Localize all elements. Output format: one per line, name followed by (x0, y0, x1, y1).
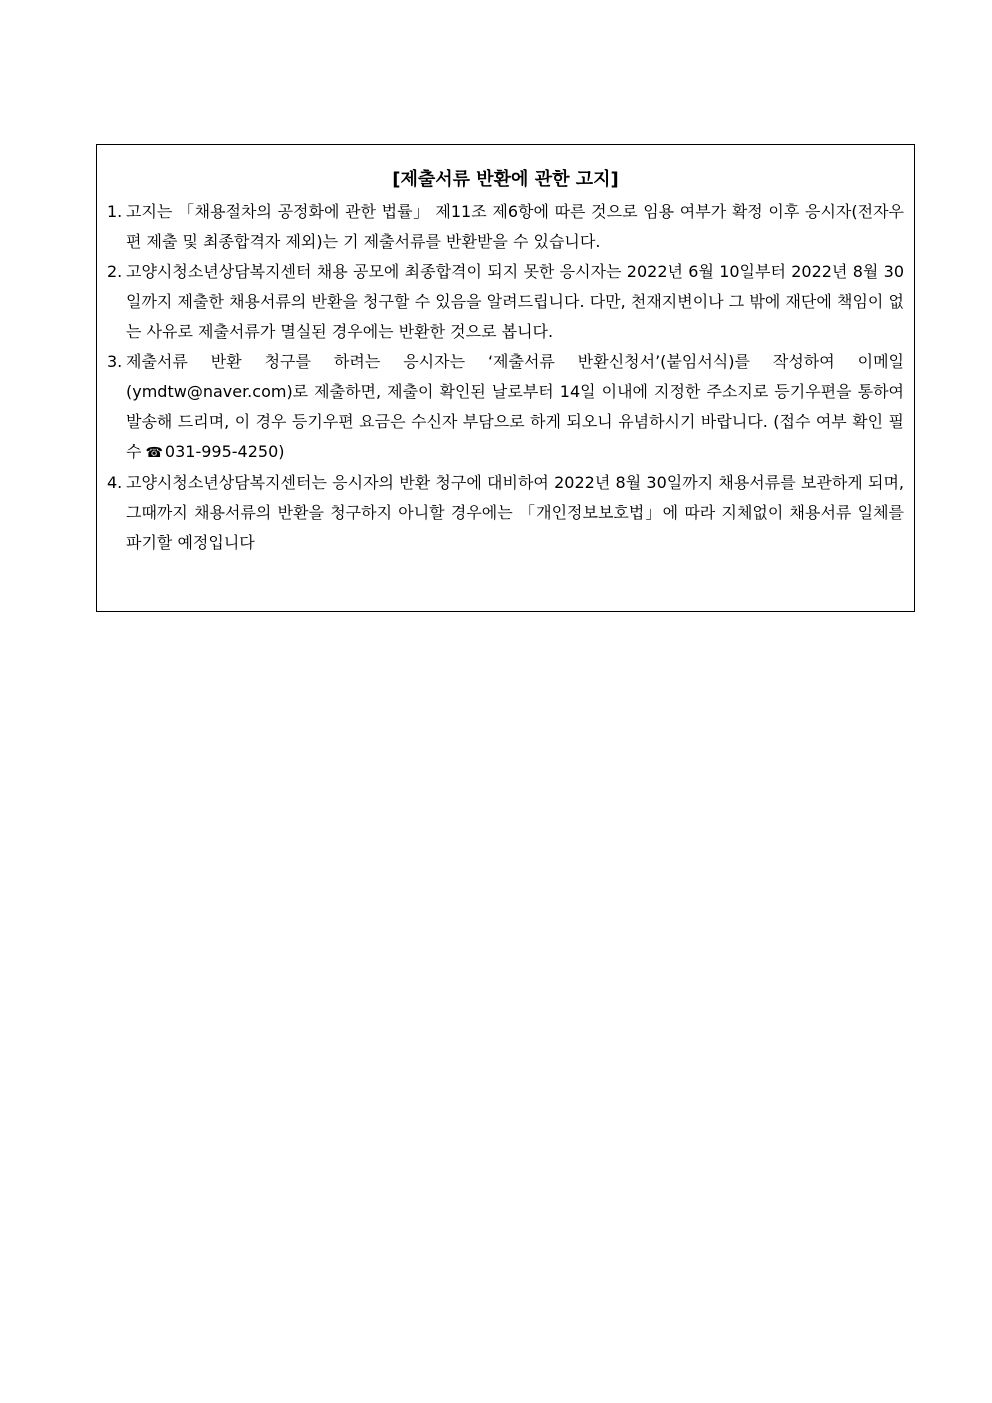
item-text: 제출서류 반환 청구를 하려는 응시자는 ‘제출서류 반환신청서’(붙임서식)를 작성하여 이메일(ymdtw@naver.com)로 제출하면, 제출이 확인된 날로부터 14일 이내에 지정한 주소지로 등기우편을 통하여 발송해 드리며, 이 경우 등기우편 요금은 수신자 부담으로 하게 되오니 유념하시기 바랍니다. (접수 여부 확인 필수 (126, 352, 904, 461)
item-text: 고지는 「채용절차의 공정화에 관한 법률」 제11조 제6항에 따른 것으로 임용 여부가 확정 이후 응시자(전자우편 제출 및 최종합격자 제외)는 기 제출서류를 반환받을 수 있습니다. (126, 202, 904, 251)
item-number: 1. (107, 202, 123, 221)
item-text: 고양시청소년상담복지센터는 응시자의 반환 청구에 대비하여 2022년 8월 30일까지 채용서류를 보관하게 되며, 그때까지 채용서류의 반환을 청구하지 아니할 경우에는 「개인정보보호법」에 따라 지체없이 채용서류 일체를 파기할 예정입니다 (126, 473, 904, 552)
notice-item-4 (107, 468, 904, 558)
notice-item-3 (107, 347, 904, 468)
notice-box (96, 144, 915, 612)
phone-number: 031-995-4250) (164, 442, 285, 461)
item-number: 3. (107, 352, 123, 371)
item-text: 고양시청소년상담복지센터 채용 공모에 최종합격이 되지 못한 응시자는 2022년 6월 10일부터 2022년 8월 30일까지 제출한 채용서류의 반환을 청구할 수 있음을 알려드립니다. 다만, 천재지변이나 그 밖에 재단에 책임이 없는 사유로 제출서류가 멸실된 경우에는 반환한 것으로 봅니다. (126, 262, 904, 341)
item-number: 4. (107, 473, 123, 492)
notice-item-2 (107, 257, 904, 347)
item-number: 2. (107, 262, 123, 281)
notice-title: [제출서류 반환에 관한 고지] (392, 169, 619, 190)
notice-list (107, 197, 904, 558)
phone-icon: ☎ (145, 445, 163, 461)
notice-item-1 (107, 197, 904, 257)
